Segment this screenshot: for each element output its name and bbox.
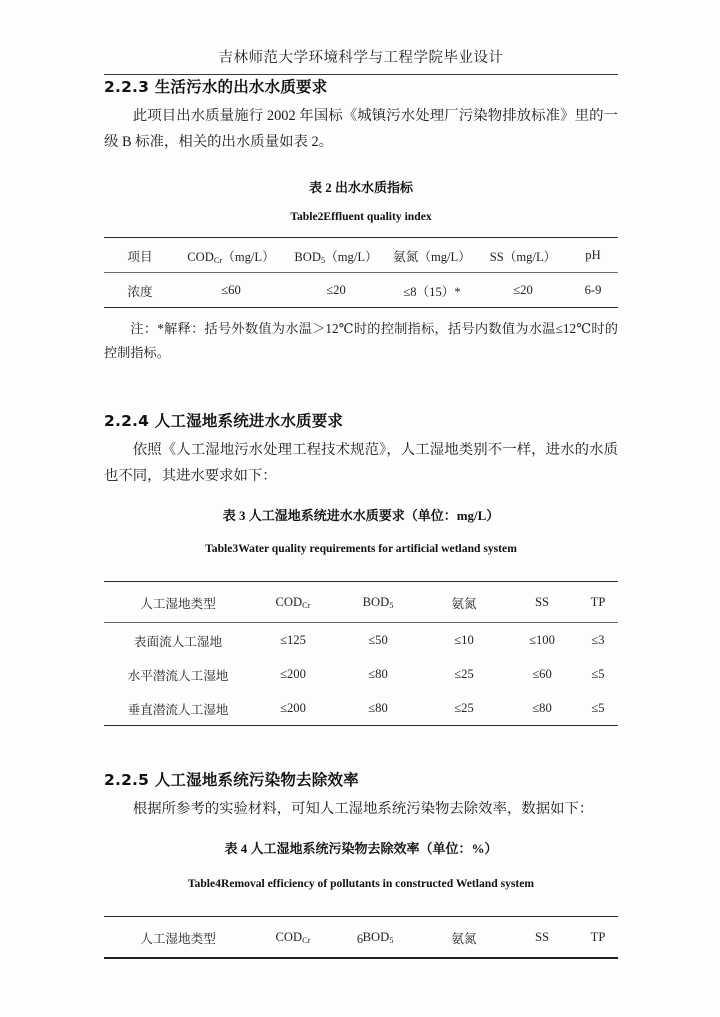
table3-cell-0-5: ≤3 [578, 623, 618, 658]
table2-header-bod-label: BOD [294, 249, 321, 264]
table3-header-cell-ss [506, 582, 578, 623]
spacer [104, 890, 618, 916]
table2-caption-en: Table2Effluent quality index [290, 210, 432, 223]
table3-cell-1-4: ≤60 [532, 666, 552, 681]
table-effluent-quality-index [104, 237, 618, 308]
table4-caption-cn: 表 4 人工湿地系统污染物去除效率（单位：%） [224, 841, 498, 856]
spacer [104, 489, 618, 505]
table3-cell-2-0: 垂直潜流人工湿地 [127, 702, 229, 717]
table2-header-cod-sub: Cr [213, 255, 223, 265]
section-heading-2-2-4: 2.2.4 人工湿地系统进水水质要求 [104, 412, 344, 430]
table2-note: 注：*解释：括号外数值为水温＞12℃时的控制指标，括号内数值为水温≤12℃时的控制指标。 [104, 321, 618, 360]
table3-header-row [104, 582, 618, 623]
table2-cell-0-4: ≤20 [478, 273, 568, 308]
table4-header-cod-sub: Cr [302, 935, 311, 945]
table-row [104, 273, 618, 308]
table2-bottom-rule-row [104, 308, 618, 309]
table2-cell-0-5: 6-9 [568, 273, 618, 308]
table3-cell-2-2: ≤80 [368, 700, 388, 715]
spacer [104, 822, 618, 838]
table2-caption-cn: 表 2 出水水质指标 [308, 180, 413, 195]
table3-cell-2-5: ≤5 [591, 700, 605, 715]
table3-cell-1-0: 水平潜流人工湿地 [127, 668, 229, 683]
table4-bottom-rule [104, 958, 618, 959]
table3-header-bod-sub: 5 [389, 600, 394, 610]
table3-header-cod-label: COD [275, 594, 303, 609]
table-row [104, 657, 618, 691]
page-content [104, 0, 618, 959]
table3-header-cell-tp [578, 582, 618, 623]
page-number: 6 [356, 932, 364, 946]
section-paragraph-2-2-3: 此项目出水质量施行 2002 年国标《城镇污水处理厂污染物排放标准》里的一级 B 标准，相关的出水质量如表 2。 [104, 108, 618, 150]
spacer [104, 555, 618, 581]
table3-cell-0-2: ≤50 [334, 623, 422, 658]
table3-cell-1-3: ≤25 [454, 666, 474, 681]
table2-header-cell-ss [478, 238, 568, 273]
table3-header-cell-bod [334, 582, 422, 623]
table3-header-bod-label: BOD [362, 594, 390, 609]
table2-header-cod-label: COD [187, 249, 214, 264]
table3-cell-1-1: ≤200 [280, 666, 306, 681]
table4-header-ss-label: SS [534, 929, 549, 944]
table2-header-cell-bod [286, 238, 386, 273]
table3-header-cell-ammonia [422, 582, 506, 623]
table2-header-row [104, 238, 618, 273]
spacer [104, 726, 618, 768]
table3-cell-2-4: ≤80 [532, 700, 552, 715]
section-paragraph-2-2-5: 根据所参考的实验材料，可知人工湿地系统污染物去除效率，数据如下： [132, 801, 594, 817]
spacer [104, 524, 618, 542]
spacer [104, 223, 618, 237]
table4-header-bod-label: BOD [362, 929, 390, 944]
table2-cell-0-0: 浓度 [104, 273, 176, 308]
table-row [104, 691, 618, 726]
table4-header-ammonia-label: 氨氮 [451, 931, 477, 946]
table2-cell-0-1: ≤60 [176, 273, 286, 308]
table-row [104, 623, 618, 658]
table4-header-tp-label: TP [590, 929, 606, 944]
table4-header-bod-sub: 5 [389, 935, 394, 945]
spacer [104, 857, 618, 877]
running-header-title: 吉林师范大学环境科学与工程学院毕业设计 [218, 50, 504, 66]
table2-bottom-rule [104, 308, 618, 309]
table3-header-ss-label: SS [534, 594, 549, 609]
table3-cell-0-3: ≤10 [422, 623, 506, 658]
table2-header-ss-unit: （mg/L） [503, 249, 557, 264]
table3-cell-0-1: ≤125 [252, 623, 334, 658]
table2-cell-0-2: ≤20 [286, 273, 386, 308]
table2-header-cell-cod [176, 238, 286, 273]
spacer [104, 365, 618, 409]
table3-cell-2-1: ≤200 [280, 700, 306, 715]
table3-header-ammonia-label: 氨氮 [451, 596, 477, 611]
table3-cell-2-3: ≤25 [454, 700, 474, 715]
table2-cell-0-3: ≤8（15）* [386, 273, 478, 308]
table2-header-ammonia-label: 氨氮 [393, 249, 419, 264]
table3-cell-1-2: ≤80 [368, 666, 388, 681]
table4-header-cod-label: COD [275, 929, 303, 944]
spacer [104, 196, 618, 210]
table3-cell-1-5: ≤5 [591, 666, 605, 681]
table2-header-bod-sub: 5 [320, 255, 326, 265]
table4-bottom-rule-row [104, 958, 618, 959]
table2-header-ph-label: pH [585, 247, 601, 262]
table3-cell-0-0: 表面流人工湿地 [104, 623, 252, 658]
table4-caption-en: Table4Removal efficiency of pollutants in constructed Wetland system [187, 877, 535, 890]
table3-header-cell-type [104, 582, 252, 623]
table2-header-bod-unit: （mg/L） [325, 249, 378, 264]
table2-header-cod-unit: （mg/L） [222, 249, 275, 264]
table3-header-cod-sub: Cr [302, 600, 311, 610]
table3-caption-cn: 表 3 人工湿地系统进水水质要求（单位：mg/L） [222, 508, 500, 523]
table3-header-tp-label: TP [590, 594, 606, 609]
table2-header-cell-item [104, 238, 176, 273]
table2-header-cell-ph [568, 238, 618, 273]
table-wetland-influent-quality [104, 581, 618, 726]
section-paragraph-2-2-4: 依照《人工湿地污水处理工程技术规范》，人工湿地类别不一样，进水的水质也不同，其进水要求如下： [104, 442, 618, 484]
table3-header-cell-cod [252, 582, 334, 623]
table2-header-ss-label: SS [489, 249, 504, 264]
spacer [104, 155, 618, 177]
section-heading-2-2-3: 2.2.3 生活污水的出水水质要求 [104, 78, 328, 96]
table4-header-type-label: 人工湿地类型 [140, 931, 216, 946]
table3-cell-0-4: ≤100 [506, 623, 578, 658]
table2-header-item-label: 项目 [127, 249, 153, 264]
section-heading-2-2-5: 2.2.5 人工湿地系统污染物去除效率 [104, 771, 359, 789]
table3-caption-en: Table3Water quality requirements for artificial wetland system [205, 542, 517, 555]
table2-header-ammonia-unit: （mg/L） [418, 249, 471, 264]
table2-header-cell-ammonia [386, 238, 478, 273]
table3-header-type-label: 人工湿地类型 [140, 596, 216, 611]
